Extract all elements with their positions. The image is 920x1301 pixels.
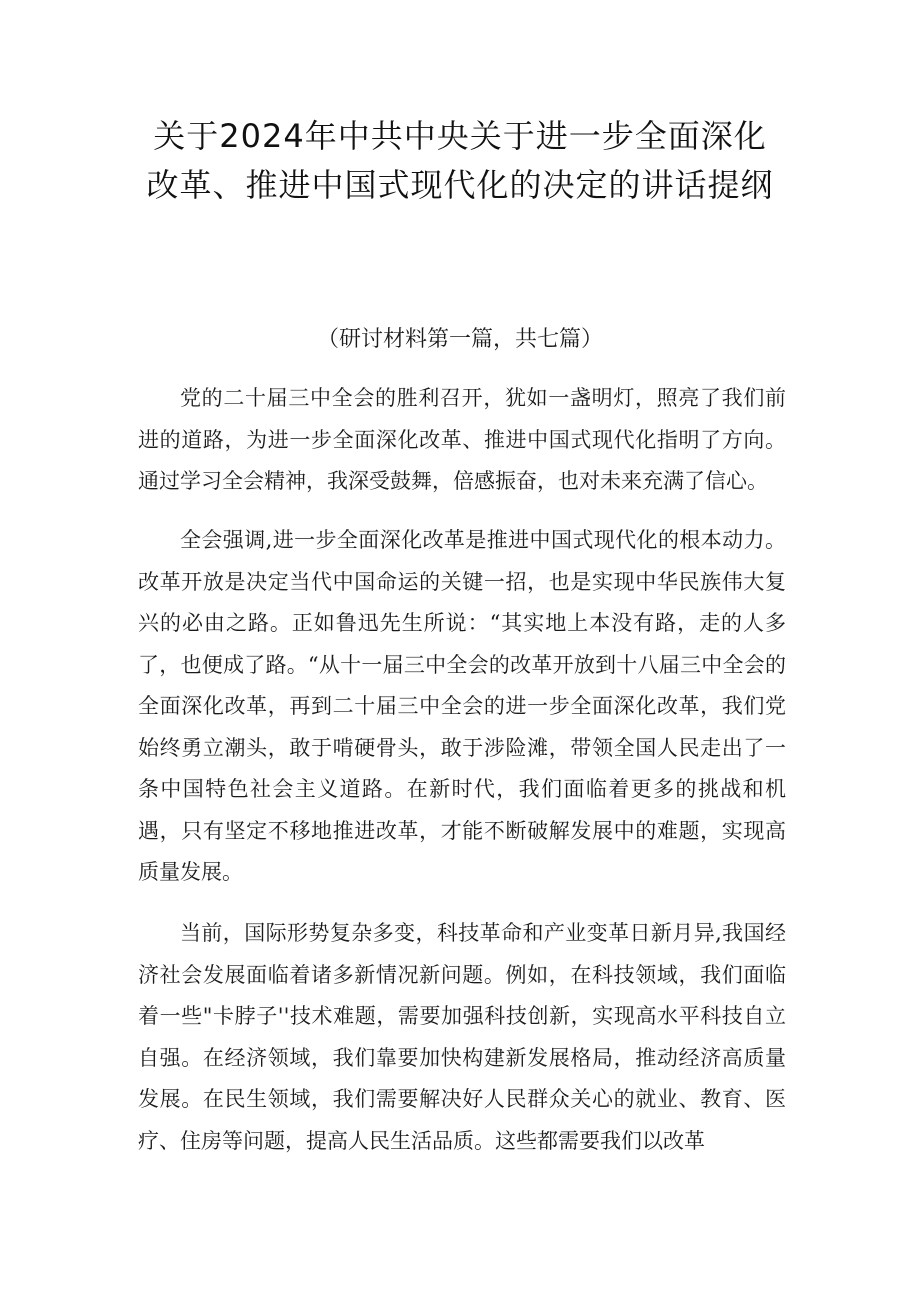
document-title: 关于2024年中共中央关于进一步全面深化改革、推进中国式现代化的决定的讲话提纲 [146, 117, 774, 204]
document-subtitle: （研讨材料第一篇，共七篇） [316, 327, 603, 352]
paragraph-2: 全会强调,进一步全面深化改革是推进中国式现代化的根本动力。改革开放是决定当代中国命运的关键一招，也是实现中华民族伟大复兴的必由之路。正如鲁迅先生所说：“其实地上本没有路，走的人多了，也便成了路。“从十一届三中全会的改革开放到十八届三中全会的全面深化改革，再到二十届三中全会的进一步全面深化改革，我们党始终勇立潮头，敢于啃硬骨头，敢于涉险滩，带领全国人民走出了一条中国特色社会主义道路。在新时代，我们面临着更多的挑战和机遇，只有坚定不移地推进改革，才能不断破解发展中的难题，实现高质量发展。 [138, 528, 786, 884]
paragraph-1: 党的二十届三中全会的胜利召开，犹如一盏明灯，照亮了我们前进的道路，为进一步全面深化改革、推进中国式现代化指明了方向。通过学习全会精神，我深受鼓舞，倍感振奋，也对未来充满了信心。 [138, 386, 786, 493]
paragraph-3: 当前，国际形势复杂多变，科技革命和产业变革日新月异,我国经济社会发展面临着诸多新情况新问题。例如，在科技领域，我们面临着一些"卡脖子''技术难题，需要加强科技创新，实现高水平科技自立自强。在经济领域，我们靠要加快构建新发展格局，推动经济高质量发展。在民生领域，我们需要解决好人民群众关心的就业、教育、医疗、住房等问题，提高人民生活品质。这些都需要我们以改革 [138, 921, 786, 1153]
